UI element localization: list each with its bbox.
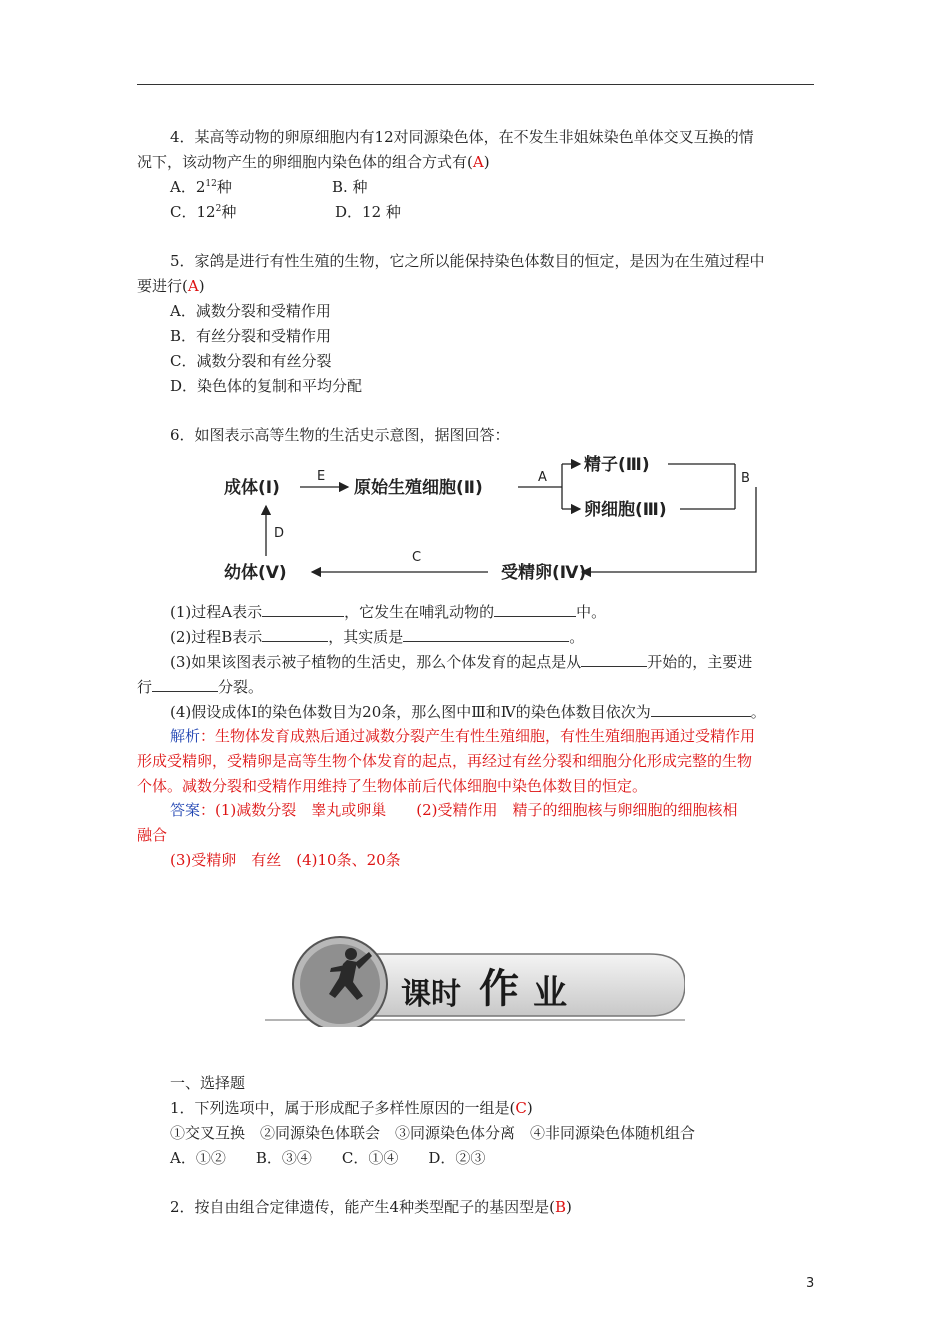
diagram-egg: 卵细胞(Ⅲ) <box>584 500 667 520</box>
q4-option-a: A．$2^{12}$种 <box>170 178 232 196</box>
section-title: 一、选择题 <box>170 1074 246 1092</box>
q6-sub4: (4)假设成体Ⅰ的染色体数目为20条，那么图中Ⅲ和Ⅳ的染色体数目依次为 。 <box>170 703 766 721</box>
label-d: D <box>274 526 285 541</box>
page-number: 3 <box>806 1276 815 1291</box>
diagram-zygote: 受精卵(Ⅳ) <box>501 563 587 583</box>
q5-answer: A <box>187 277 199 295</box>
label-a: A <box>538 470 547 485</box>
q4-option-d: D．12 种 <box>335 203 401 221</box>
diagram-adult: 成体(Ⅰ) <box>224 478 280 498</box>
q5-option-a: A．减数分裂和受精作用 <box>170 302 331 320</box>
banner-text-2: 作 <box>479 966 519 1012</box>
label-b: B <box>741 471 750 486</box>
sec-q1-options: A．①② B．③④ C．①④ D．②③ <box>170 1149 486 1167</box>
banner-text-1: 课时 <box>401 977 461 1012</box>
q6-analysis-line1: 解析：生物体发育成熟后通过减数分裂产生有性生殖细胞，有性生殖细胞再通过受精作用 <box>170 727 756 745</box>
life-cycle-diagram <box>220 448 780 593</box>
q6-sub2: (2)过程B表示 ，其实质是 。 <box>170 628 585 646</box>
sec-q1-answer: C <box>515 1099 527 1117</box>
sec-q1: 1．下列选项中，属于形成配子多样性原因的一组是(C) <box>170 1099 533 1117</box>
sec-q1-items: ①交叉互换 ②同源染色体联会 ③同源染色体分离 ④非同源染色体随机组合 <box>170 1124 696 1142</box>
q6-analysis-line3: 个体。减数分裂和受精作用维持了生物体前后代体细胞中染色体数目的恒定。 <box>137 777 648 795</box>
diagram-germ-cell: 原始生殖细胞(Ⅱ) <box>354 478 483 498</box>
blank-4 <box>651 701 751 717</box>
q6-answer-line1: 答案：(1)减数分裂 睾丸或卵巢 (2)受精作用 精子的细胞核与卵细胞的细胞核相 <box>170 801 738 819</box>
header-rule <box>137 84 814 85</box>
banner-text-3: 业 <box>533 973 567 1013</box>
section-banner <box>265 932 685 1027</box>
label-e: E <box>317 469 326 484</box>
q6-sub3-cont: 行 分裂。 <box>137 678 264 696</box>
blank-1b <box>494 601 576 617</box>
blank-3a <box>581 651 647 667</box>
q4-answer: A <box>472 153 484 171</box>
blank-2a <box>262 626 328 642</box>
diagram-sperm: 精子(Ⅲ) <box>584 455 650 475</box>
q5-line1: 5．家鸽是进行有性生殖的生物，它之所以能保持染色体数目的恒定，是因为在生殖过程中 <box>170 252 765 270</box>
q5-line2: 要进行(A) <box>137 277 205 295</box>
q5-option-b: B．有丝分裂和受精作用 <box>170 327 332 345</box>
q6-sub1: (1)过程A表示 ，它发生在哺乳动物的 中。 <box>170 603 607 621</box>
q6-answer-line3: (3)受精卵 有丝 (4)10条、20条 <box>170 851 401 869</box>
q6-stem: 6．如图表示高等生物的生活史示意图，据图回答： <box>170 426 510 444</box>
q4-option-c: C．$12^2$种 <box>170 203 237 221</box>
q4-line2: 况下，该动物产生的卵细胞内染色体的组合方式有(A) <box>137 153 490 171</box>
q6-analysis-line2: 形成受精卵，受精卵是高等生物个体发育的起点，再经过有丝分裂和细胞分化形成完整的生物 <box>137 752 753 770</box>
label-c: C <box>412 550 422 565</box>
blank-2b <box>403 626 569 642</box>
diagram-juvenile: 幼体(Ⅴ) <box>224 563 287 583</box>
q6-answer-line2: 融合 <box>137 826 168 844</box>
blank-3b <box>152 676 218 692</box>
q5-option-c: C．减数分裂和有丝分裂 <box>170 352 332 370</box>
q4-line1: 4．某高等动物的卵原细胞内有12对同源染色体，在不发生非姐妹染色单体交叉互换的情 <box>170 128 754 146</box>
blank-1a <box>262 601 344 617</box>
sec-q2: 2．按自由组合定律遗传，能产生4种类型配子的基因型是(B) <box>170 1198 572 1216</box>
q4-option-b: B. 种 <box>332 178 368 196</box>
q5-option-d: D．染色体的复制和平均分配 <box>170 377 363 395</box>
sec-q2-answer: B <box>554 1198 566 1216</box>
q6-sub3: (3)如果该图表示被子植物的生活史，那么个体发育的起点是从 开始的，主要进 <box>170 653 753 671</box>
